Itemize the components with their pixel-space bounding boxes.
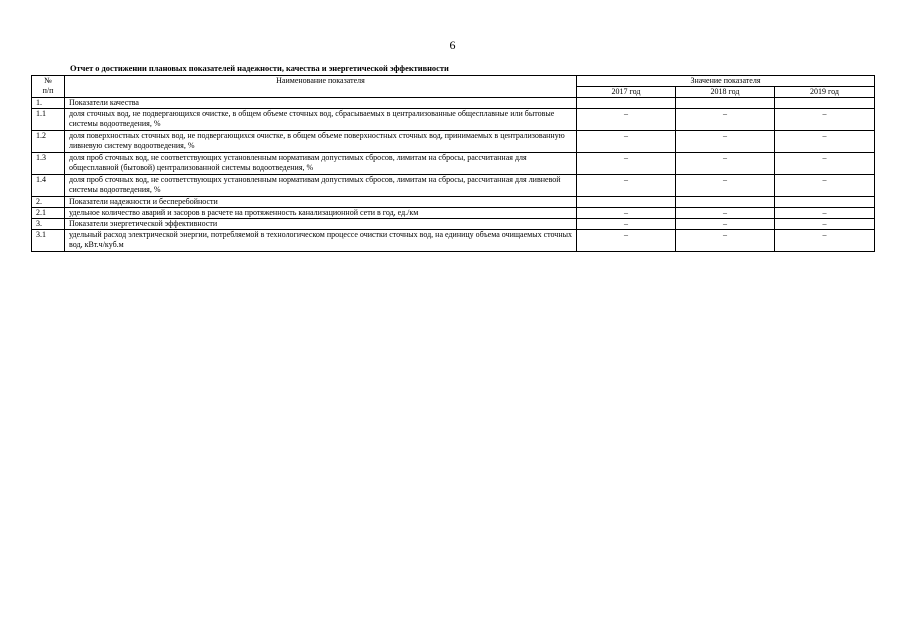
row-value-2018: – — [676, 131, 775, 153]
row-name: Показатели качества — [65, 98, 577, 109]
table-row — [32, 98, 875, 109]
row-value-2018: – — [676, 208, 775, 219]
row-num: 3. — [32, 219, 65, 230]
row-value-2018: – — [676, 175, 775, 197]
row-value-2018: – — [676, 219, 775, 230]
row-value-2017: – — [577, 208, 676, 219]
row-value-2018: – — [676, 153, 775, 175]
row-value-2017: – — [577, 153, 676, 175]
table-row — [32, 131, 875, 153]
header-year-2019: 2019 год — [775, 87, 875, 98]
header-name: Наименование показателя — [65, 76, 577, 98]
header-year-2017: 2017 год — [577, 87, 676, 98]
row-value-2019: – — [775, 131, 875, 153]
table-row — [32, 230, 875, 252]
table-header-row — [32, 76, 875, 87]
row-value-2019: – — [775, 208, 875, 219]
header-value-group: Значение показателя — [577, 76, 875, 87]
row-value-2017: – — [577, 109, 676, 131]
row-name: доля проб сточных вод, не соответствующих установленным нормативам допустимых сбросов, лимитам на сбросы, рассчитанная для общесплавной (бытовой) централизованной системы водоотведения, % — [65, 153, 577, 175]
row-value-2019: – — [775, 219, 875, 230]
report-title: Отчет о достижении плановых показателей надежности, качества и энергетической эффективности — [70, 64, 449, 73]
row-value-2019: – — [775, 153, 875, 175]
row-num: 3.1 — [32, 230, 65, 252]
row-name: удельное количество аварий и засоров в расчете на протяженность канализационной сети в год, ед./км — [65, 208, 577, 219]
row-value-2017: – — [577, 219, 676, 230]
header-num-line1: № — [44, 76, 52, 85]
row-name: Показатели надежности и бесперебойности — [65, 197, 577, 208]
header-year-2018: 2018 год — [676, 87, 775, 98]
table-row — [32, 197, 875, 208]
table-row — [32, 175, 875, 197]
row-value-2019: – — [775, 175, 875, 197]
row-num: 1. — [32, 98, 65, 109]
row-num: 1.3 — [32, 153, 65, 175]
row-value-2018 — [676, 98, 775, 109]
row-num: 1.1 — [32, 109, 65, 131]
row-value-2019 — [775, 197, 875, 208]
row-value-2018 — [676, 197, 775, 208]
row-value-2019: – — [775, 109, 875, 131]
table-row — [32, 219, 875, 230]
row-value-2017 — [577, 98, 676, 109]
row-value-2018: – — [676, 230, 775, 252]
row-name: доля поверхностных сточных вод, не подвергающихся очистке, в общем объеме поверхностных сточных вод, принимаемых в централизованную ливневую систему водоотведения, % — [65, 131, 577, 153]
row-value-2018: – — [676, 109, 775, 131]
row-name: доля сточных вод, не подвергающихся очистке, в общем объеме сточных вод, сбрасываемых в централизованные общесплавные или бытовые системы водоотведения, % — [65, 109, 577, 131]
header-num-line2: п/п — [42, 86, 54, 95]
row-name: Показатели энергетической эффективности — [65, 219, 577, 230]
row-name: доля проб сточных вод, не соответствующих установленным нормативам допустимых сбросов, лимитам на сбросы, рассчитанная для ливневой системы водоотведения, % — [65, 175, 577, 197]
table-row — [32, 109, 875, 131]
table-row — [32, 153, 875, 175]
row-num: 1.4 — [32, 175, 65, 197]
row-value-2017: – — [577, 131, 676, 153]
row-num: 2.1 — [32, 208, 65, 219]
row-value-2019: – — [775, 230, 875, 252]
row-value-2017: – — [577, 230, 676, 252]
row-num: 2. — [32, 197, 65, 208]
row-num: 1.2 — [32, 131, 65, 153]
row-value-2019 — [775, 98, 875, 109]
row-value-2017 — [577, 197, 676, 208]
header-num — [32, 76, 65, 98]
row-value-2017: – — [577, 175, 676, 197]
indicators-table — [31, 75, 875, 252]
page-number: 6 — [449, 38, 456, 52]
table-row — [32, 208, 875, 219]
row-name: удельный расход электрической энергии, потребляемой в технологическом процессе очистки сточных вод, на единицу объема очищаемых сточных вод, кВт.ч/куб.м — [65, 230, 577, 252]
